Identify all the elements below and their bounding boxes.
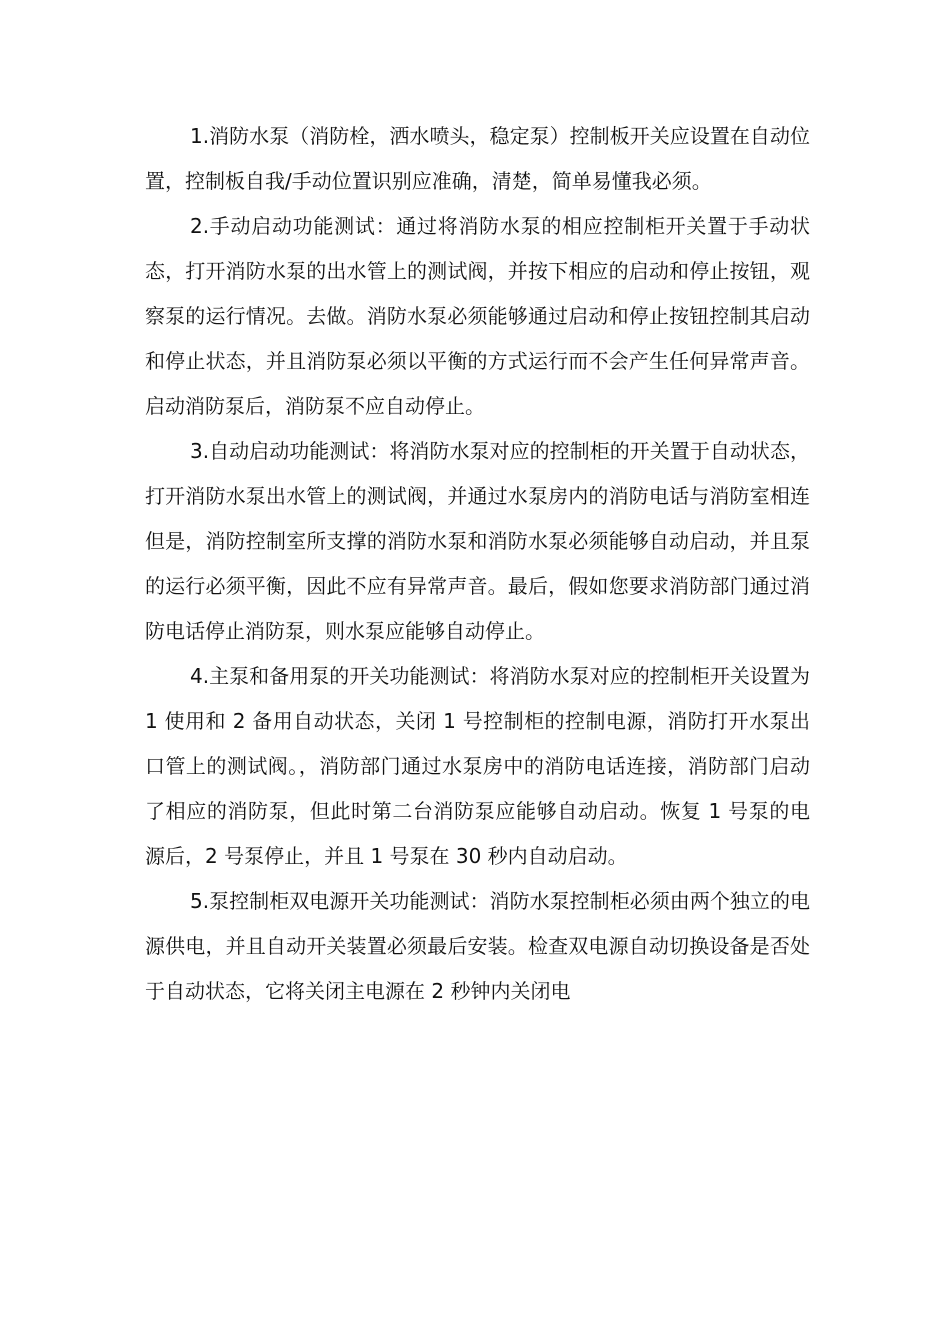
document-body	[145, 114, 810, 1014]
paragraph-1: 1.消防水泵（消防栓，洒水喷头，稳定泵）控制板开关应设置在自动位置，控制板自我/手动位置识别应准确，清楚，简单易懂我必须。	[145, 124, 810, 193]
paragraph-5: 5.泵控制柜双电源开关功能测试：消防水泵控制柜必须由两个独立的电源供电，并且自动开关装置必须最后安装。检查双电源自动切换设备是否处于自动状态，它将关闭主电源在 2 秒钟内关闭电	[145, 889, 810, 1003]
paragraph-3: 3.自动启动功能测试：将消防水泵对应的控制柜的开关置于自动状态，打开消防水泵出水管上的测试阀，并通过水泵房内的消防电话与消防室相连但是，消防控制室所支撑的消防水泵和消防水泵必须能够自动启动，并且泵的运行必须平衡，因此不应有异常声音。最后，假如您要求消防部门通过消防电话停止消防泵，则水泵应能够自动停止。	[145, 439, 810, 643]
paragraph-2: 2.手动启动功能测试：通过将消防水泵的相应控制柜开关置于手动状态，打开消防水泵的出水管上的测试阀，并按下相应的启动和停止按钮，观察泵的运行情况。去做。消防水泵必须能够通过启动和停止按钮控制其启动和停止状态，并且消防泵必须以平衡的方式运行而不会产生任何异常声音。启动消防泵后，消防泵不应自动停止。	[145, 214, 810, 418]
paragraph-4: 4.主泵和备用泵的开关功能测试：将消防水泵对应的控制柜开关设置为 1 使用和 2 备用自动状态，关闭 1 号控制柜的控制电源，消防打开水泵出口管上的测试阀。，消防部门通过水泵房中的消防电话连接，消防部门启动了相应的消防泵，但此时第二台消防泵应能够自动启动。恢复 1 号泵的电源后，2 号泵停止，并且 1 号泵在 30 秒内自动启动。	[145, 664, 810, 868]
